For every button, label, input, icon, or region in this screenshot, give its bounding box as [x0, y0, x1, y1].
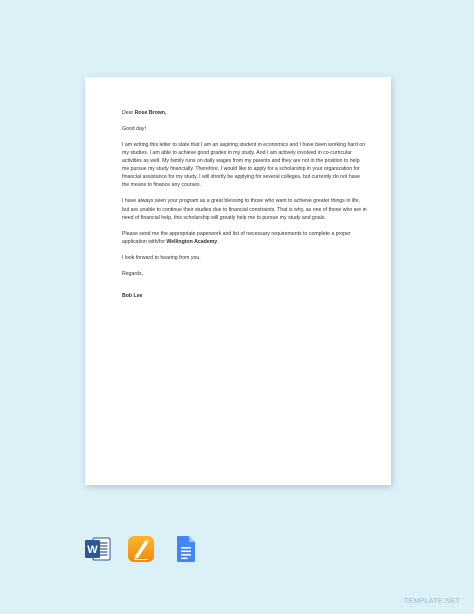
salutation: [122, 109, 368, 117]
paragraph-3-text: Please send me the appropriate paperwork and list of necessary requirements to complete a proper application with/for: [122, 230, 351, 245]
paragraph-1: I am writing this letter to state that I am an aspiring student in economics and I have been working hard on my studies. I am able to achieve good grades in my study. And I am actively involved in co-curricular activities as well. My family runs on daily wages from my parents and they are not in the position to help me pursue my study financially. Therefore, I would like to apply for a scholarship in your organization for financial assistance for my study. I will shortly be applying for several colleges, but currently do not have the means to finance any courses.: [122, 141, 366, 189]
salutation-prefix: Dear: [122, 110, 135, 116]
recipient-name: Rose Brown,: [134, 110, 167, 116]
pages-icon[interactable]: [127, 535, 155, 563]
paragraph-2: I have always seen your program as a great blessing to those who want to achieve greater things in life, but are unable to continue their studies due to financial constraints. That is why, as one of those who are in need of financial help, this scholarship will greatly help me to pursue my study and goals.: [122, 198, 367, 221]
paragraph-3: [122, 230, 368, 246]
greeting: Good day!: [122, 125, 146, 132]
signoff: Regards,: [122, 270, 144, 277]
brand-watermark: TEMPLATE.NET: [404, 598, 460, 605]
google-docs-icon[interactable]: [172, 535, 200, 563]
word-icon[interactable]: [84, 535, 112, 563]
paragraph-3-end: .: [217, 238, 219, 245]
signature: Bob Lee: [122, 292, 143, 299]
organization-name: Wellington Academy: [166, 238, 218, 245]
closing-line: I look forward to hearing from you.: [122, 254, 201, 261]
word-icon-letter: W: [87, 544, 98, 556]
letter-page: [85, 77, 391, 485]
letter-body: [122, 109, 368, 308]
